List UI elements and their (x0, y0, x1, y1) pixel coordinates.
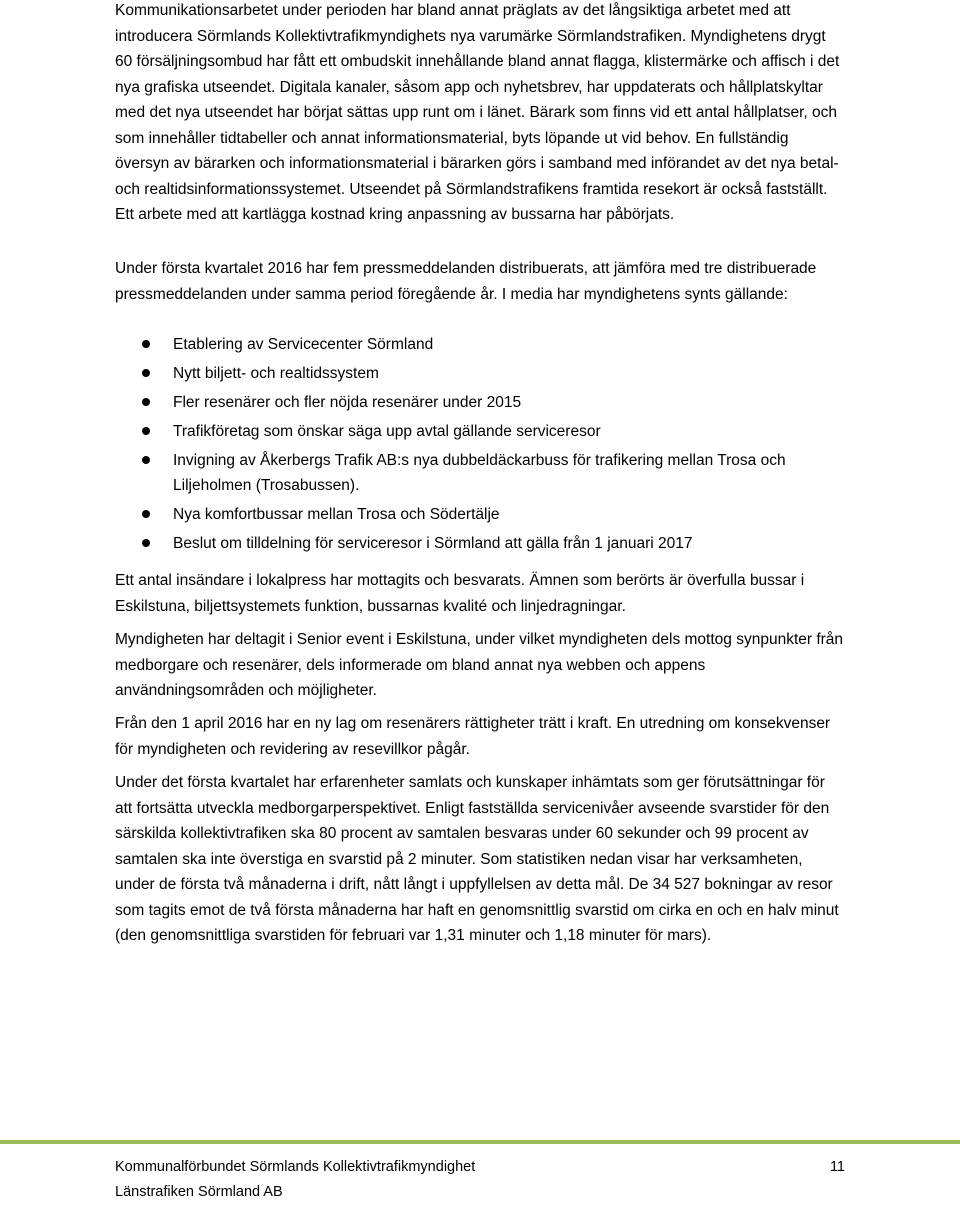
paragraph-new-law: Från den 1 april 2016 har en ny lag om resenärers rättigheter trätt i kraft. En utredning om konsekvenser för myndigheten och revidering av resevillkor pågår. (115, 715, 831, 758)
bullet-icon (142, 456, 150, 464)
list-item: Etablering av Servicecenter Sörmland (115, 332, 845, 357)
list-item: Fler resenärer och fler nöjda resenärer under 2015 (115, 390, 845, 415)
footer-rule (0, 1140, 960, 1144)
footer-org: Kommunalförbundet Sörmlands Kollektivtrafikmyndighet (115, 1159, 476, 1175)
bullet-icon (142, 398, 150, 406)
paragraph-branding: Kommunikationsarbetet under perioden har bland annat präglats av det långsiktiga arbetet med att introducera Sörmlands Kollektivtrafikmyndighets nya varumärke Sörmlandstrafiken. Myndighetens drygt 60 försäljningsombud har fått ett ombudskit innehållande bland annat flagga, klistermärke och affisch i det nya grafiska utseendet. Digitala kanaler, såsom app och nyhetsbrev, har uppdaterats och hållplatskyltar med det nya utseendet har börjat sättas upp runt om i länet. Bärark som finns vid ett antal hållplatser, och som innehåller tidtabeller och annat informationsmaterial, byts löpande ut vid behov. En fullständig översyn av bärarken och informationsmaterial i bärarken görs i samband med införandet av det nya betal- och realtidsinformationssystemet. Utseendet på Sörmlandstrafikens framtida resekort är också fastställt. Ett arbete med att kartlägga kostnad kring anpassning av bussarna har påbörjats. (115, 2, 840, 223)
list-item: Beslut om tilldelning för serviceresor i Sörmland att gälla från 1 januari 2017 (115, 531, 845, 556)
list-item: Nytt biljett- och realtidssystem (115, 361, 845, 386)
paragraph-letters: Ett antal insändare i lokalpress har mottagits och besvarats. Ämnen som berörts är överfulla bussar i Eskilstuna, biljettsystemets funktion, bussarnas kvalité och linjedragningar. (115, 572, 805, 615)
bullet-icon (142, 369, 150, 377)
list-item: Invigning av Åkerbergs Trafik AB:s nya dubbeldäckarbuss för trafikering mellan Trosa och Liljeholmen (Trosabussen). (115, 448, 845, 498)
list-item: Trafikföretag som önskar säga upp avtal gällande serviceresor (115, 419, 845, 444)
bullet-icon (142, 510, 150, 518)
paragraph-press: Under första kvartalet 2016 har fem pressmeddelanden distribuerats, att jämföra med tre distribuerade pressmeddelanden under samma period föregående år. I media har myndighetens synts gällande: (115, 260, 817, 303)
list-item: Nya komfortbussar mellan Trosa och Södertälje (115, 502, 845, 527)
paragraph-senior-event: Myndigheten har deltagit i Senior event i Eskilstuna, under vilket myndigheten dels mottog synpunkter från medborgare och resenärer, dels informerade om bland annat nya webben och appens användningsområden och möjligheter. (115, 631, 844, 699)
paragraph-service-levels: Under det första kvartalet har erfarenheter samlats och kunskaper inhämtats som ger förutsättningar för att fortsätta utveckla medborgarperspektivet. Enligt fastställda servicenivåer avseende svarstider för den särskilda kollektivtrafiken ska 80 procent av samtalen besvaras under 60 sekunder och 99 procent av samtalen ska inte överstiga en svarstid på 2 minuter. Som statistiken nedan visar har verksamheten, under de första två månaderna i drift, nått långt i uppfyllelsen av detta mål. De 34 527 bokningar av resor som tagits emot de två första månaderna har haft en genomsnittlig svarstid om cirka en och en halv minut (den genomsnittliga svarstiden för februari var 1,31 minuter och 1,18 minuter för mars). (115, 774, 839, 944)
media-topics-list (115, 332, 845, 560)
bullet-icon (142, 427, 150, 435)
page-number: 11 (829, 1159, 845, 1175)
bullet-icon (142, 340, 150, 348)
footer-sub: Länstrafiken Sörmland AB (115, 1184, 283, 1200)
bullet-icon (142, 539, 150, 547)
